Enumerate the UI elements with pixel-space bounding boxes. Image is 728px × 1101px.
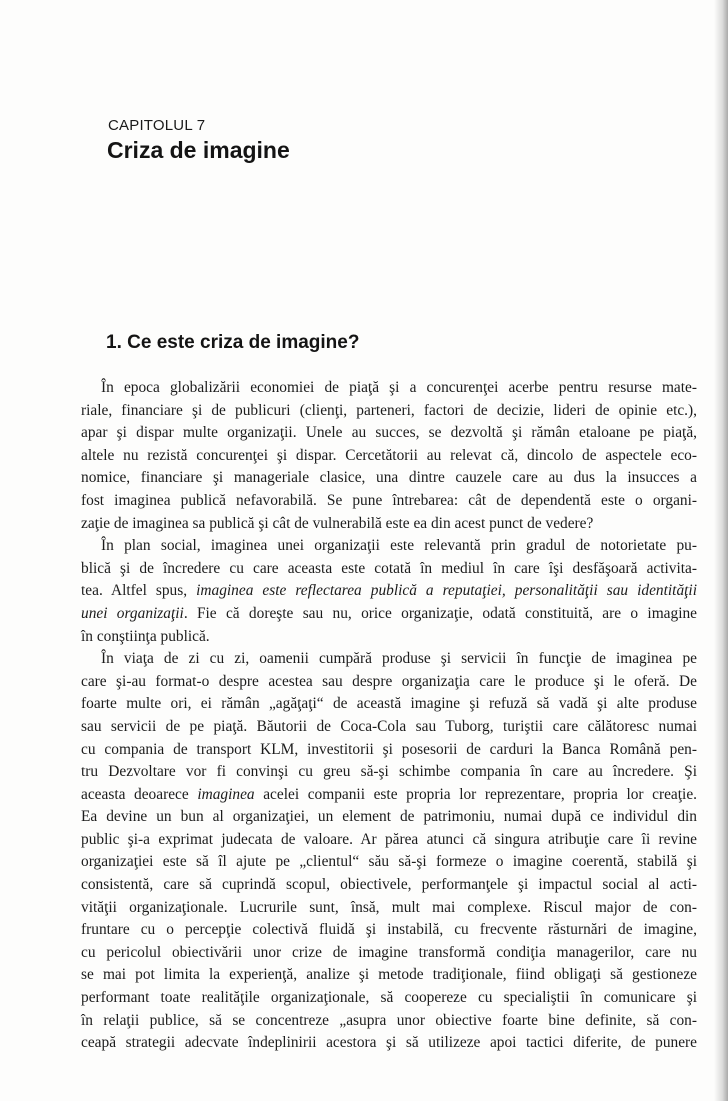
text-line: În epoca globalizării economiei de piaţă şi a concurenţei acerbe pentru resurse mate- xyxy=(101,379,697,396)
text-line: se mai pot limita la experienţă, analize şi metode tradiţionale, fiind obligaţi să gestioneze xyxy=(81,966,697,984)
text-line: foarte multe ori, ei rămân „agăţaţi“ de această imagine şi refuză să vadă şi alte produse xyxy=(81,695,697,713)
body-text xyxy=(81,377,697,1055)
text-line: ceapă strategii adecvate îndeplinirii acestora şi să utilizeze apoi tactici diferite, de punere xyxy=(81,1034,697,1052)
text-line: în conştiinţa publică. xyxy=(81,627,210,645)
section-title: 1. Ce este criza de imagine? xyxy=(106,332,360,353)
text-line: Ea devine un bun al organizaţiei, un element de patrimoniu, numai după ce individul din xyxy=(81,808,697,826)
text-line: cu compania de transport KLM, investitorii şi posesorii de carduri la Banca Română pen- xyxy=(81,740,697,758)
chapter-title: Criza de imagine xyxy=(107,137,290,163)
text-line: tru Dezvoltare vor fi convinşi cu greu să-şi schimbe compania în care au încredere. Şi xyxy=(81,763,697,781)
text-line: altele nu rezistă concurenţei şi dispar. Cercetătorii au relevat că, dincolo de aspectele eco- xyxy=(81,446,697,464)
text-line: consistentă, care să cuprindă scopul, obiectivele, performanţele şi impactul social al acti- xyxy=(81,876,697,894)
text-line: performant toate realităţile organizaţionale, să coopereze cu specialiştii în comunicare şi xyxy=(81,989,697,1007)
chapter-label: CAPITOLUL 7 xyxy=(108,117,206,134)
text-line: zaţie de imaginea sa publică şi cât de vulnerabilă este ea din acest punct de vedere? xyxy=(81,514,594,532)
text-line: În viaţa de zi cu zi, oamenii cumpără produse şi servicii în funcţie de imaginea pe xyxy=(101,650,697,668)
text-line: sau servicii de pe piaţă. Băutorii de Coca-Cola sau Tuborg, turiştii care călătoresc numai xyxy=(81,717,697,735)
text-line: În plan social, imaginea unei organizaţii este relevantă prin gradul de notorietate pu- xyxy=(101,537,697,555)
text-line: vităţii organizaţionale. Lucrurile sunt, însă, mult mai complexe. Riscul major de con- xyxy=(81,898,697,916)
text-line: unei organizaţii. Fie că doreşte sau nu, orice organizaţie, odată constituită, are o imagine xyxy=(81,604,697,622)
text-line: nomice, financiare şi manageriale clasice, una dintre cauzele care au dus la insucces a xyxy=(81,469,697,487)
text-line: riale, financiare şi de publicuri (clienţi, parteneri, factori de decizie, lideri de opinie etc.), xyxy=(81,401,697,419)
text-line: apar şi dispar multe organizaţii. Unele au succes, se dezvoltă şi rămân etaloane pe piaţă, xyxy=(81,424,697,442)
page-edge-shadow xyxy=(714,0,728,1101)
text-line: care şi-au format-o despre acestea sau despre organizaţia care le produce şi le oferă. De xyxy=(81,672,697,690)
text-line: fruntare cu o percepţie colectivă fluidă şi instabilă, cu frecvente răsturnări de imagine, xyxy=(81,921,697,939)
emphasis-text: imaginea xyxy=(197,785,255,803)
text-line: cu pericolul obiectivării unor crize de imagine transformă condiţia managerilor, care nu xyxy=(81,943,697,961)
emphasis-text: imaginea este reflectarea publică a reputaţiei, personalităţii sau identităţii xyxy=(196,582,697,600)
text-line: organizaţiei este să îl ajute pe „clientul“ său să-şi formeze o imagine coerentă, stabilă şi xyxy=(81,853,697,871)
emphasis-text: unei organizaţii xyxy=(81,604,184,622)
text-line: aceasta deoarece imaginea acelei companii este propria lor reprezentare, propria lor creaţie. xyxy=(81,785,697,803)
text-line: tea. Altfel spus, imaginea este reflectarea publică a reputaţiei, personalităţii sau identităţii xyxy=(81,582,697,600)
text-line: blică şi de încredere cu care aceasta este cotată în mediul în care îşi desfăşoară activita- xyxy=(81,559,697,577)
text-line: în relaţii publice, să se concentreze „asupra unor obiective foarte bine definite, să con- xyxy=(81,1011,697,1029)
text-line: fost imaginea publică nefavorabilă. Se pune întrebarea: cât de dependentă este o organi- xyxy=(81,491,697,509)
text-line: public şi-a exprimat judecata de valoare. Ar părea atunci că singura atribuţie care îi revine xyxy=(81,830,697,848)
